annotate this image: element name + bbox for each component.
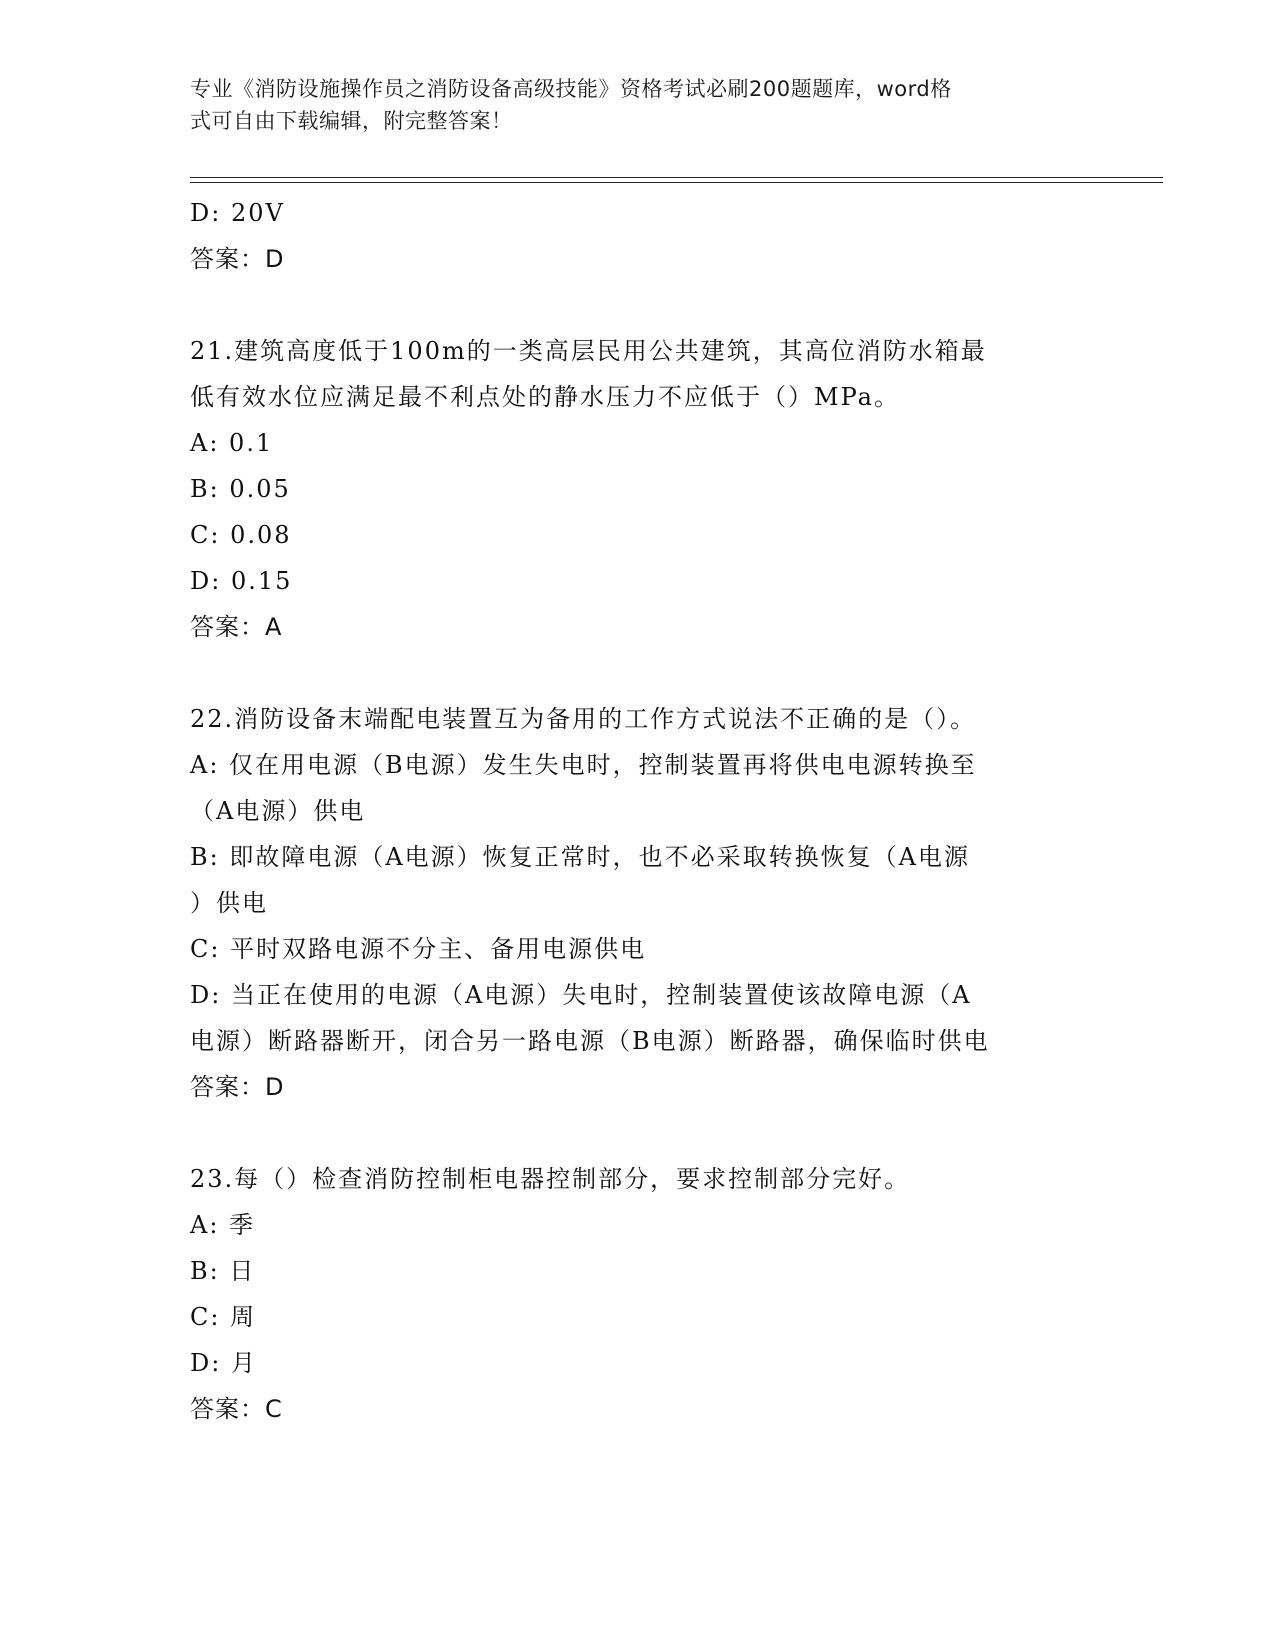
- question-stem: 22.消防设备末端配电装置互为备用的工作方式说法不正确的是（）。: [190, 705, 977, 733]
- spacer: [190, 1110, 1090, 1156]
- option-b: B: 即故障电源（A电源）恢复正常时，也不必采取转换恢复（A电源: [190, 843, 971, 871]
- option-d: D: 月: [190, 1349, 257, 1377]
- question-stem: 低有效水位应满足最不利点处的静水压力不应低于（）MPa。: [190, 383, 900, 411]
- answer-line: 答案：D: [190, 1073, 285, 1101]
- document-header: [190, 73, 1090, 137]
- option-a: A: 仅在用电源（B电源）发生失电时，控制装置再将供电电源转换至: [190, 751, 977, 779]
- header-divider-bottom: [190, 182, 1163, 183]
- option-a: A: 0.1: [190, 429, 274, 457]
- spacer: [190, 282, 1090, 328]
- option-d: D: 当正在使用的电源（A电源）失电时，控制装置使该故障电源（A: [190, 981, 972, 1009]
- question-22: [190, 696, 1090, 1110]
- option-c: C: 周: [190, 1303, 257, 1331]
- option-b-continued: ）供电: [190, 889, 268, 917]
- answer-line: 答案：A: [190, 613, 283, 641]
- option-d-continued: 电源）断路器断开，闭合另一路电源（B电源）断路器，确保临时供电: [190, 1027, 990, 1055]
- header-title-line-2: 式可自由下载编辑，附完整答案！: [190, 109, 513, 133]
- option-c: C: 0.08: [190, 521, 292, 549]
- previous-question-tail: [190, 190, 1090, 282]
- spacer: [190, 650, 1090, 696]
- option-b: B: 0.05: [190, 475, 291, 503]
- option-d: D: 0.15: [190, 567, 293, 595]
- option-c: C: 平时双路电源不分主、备用电源供电: [190, 935, 647, 963]
- answer-line: 答案：D: [190, 245, 285, 273]
- answer-line: 答案：C: [190, 1395, 283, 1423]
- header-divider-top: [190, 177, 1163, 178]
- question-23: [190, 1156, 1090, 1432]
- header-title-line-1: 专业《消防设施操作员之消防设备高级技能》资格考试必刷200题题库，word格: [190, 77, 952, 101]
- option-a: A: 季: [190, 1211, 256, 1239]
- question-list: [190, 190, 1090, 1432]
- option-d: D: 20V: [190, 199, 285, 227]
- option-b: B: 日: [190, 1257, 256, 1285]
- question-stem: 21.建筑高度低于100m的一类高层民用公共建筑，其高位消防水箱最: [190, 337, 987, 365]
- option-a-continued: （A电源）供电: [190, 797, 366, 825]
- question-stem: 23.每（）检查消防控制柜电器控制部分，要求控制部分完好。: [190, 1165, 911, 1193]
- question-21: [190, 328, 1090, 650]
